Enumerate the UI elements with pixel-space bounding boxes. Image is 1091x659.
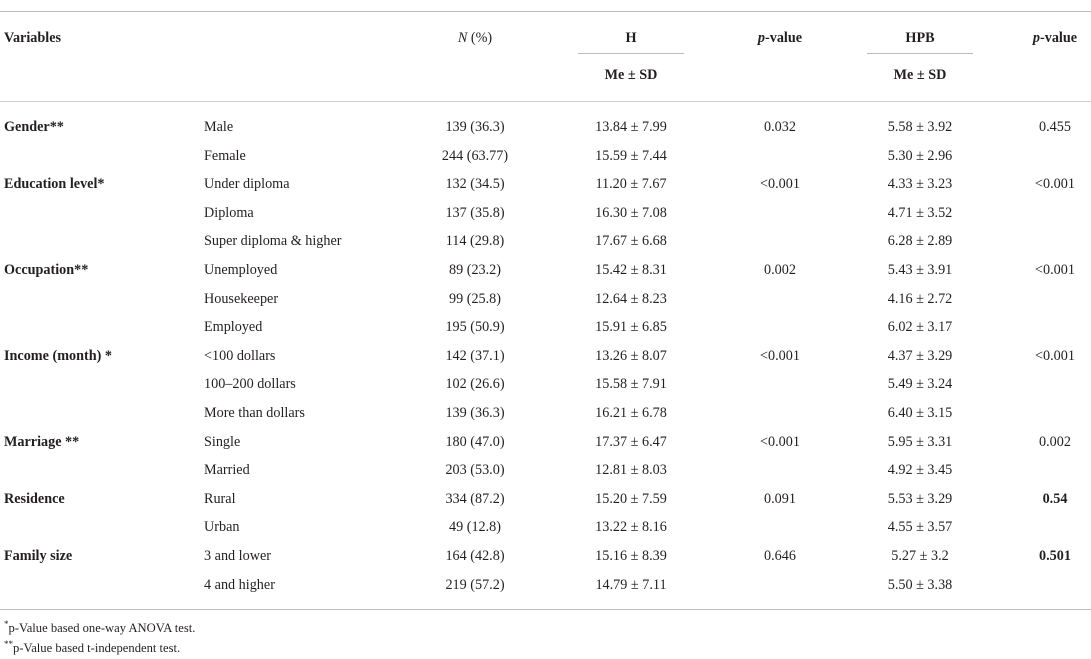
cell-n-percent: 203 (53.0)	[445, 462, 505, 478]
cell-variable: Residence	[4, 491, 65, 507]
cell-h: 13.22 ± 8.16	[595, 519, 667, 535]
cell-p-value-hpb: <0.001	[1035, 176, 1075, 192]
cell-p-value-hpb: 0.455	[1039, 119, 1071, 135]
cell-h: 15.16 ± 8.39	[595, 548, 667, 564]
cell-hpb: 5.49 ± 3.24	[887, 376, 953, 392]
cell-h: 17.37 ± 6.47	[595, 434, 667, 450]
cell-n-percent: 164 (42.8)	[445, 548, 505, 564]
cell-n-percent: 137 (35.8)	[445, 205, 505, 221]
footnote-mark: *	[4, 619, 9, 629]
footnote-text: p-Value based one-way ANOVA test.	[8, 621, 196, 635]
cell-variable: Gender**	[4, 119, 64, 135]
cell-n-percent: 142 (37.1)	[445, 348, 505, 364]
cell-category: <100 dollars	[204, 348, 276, 364]
cell-p-value-h: 0.646	[764, 548, 796, 564]
cell-n-percent: 244 (63.77)	[441, 148, 509, 164]
cell-p-value-hpb: <0.001	[1035, 262, 1075, 278]
table-top-rule	[0, 11, 1091, 12]
cell-n-percent: 114 (29.8)	[445, 233, 505, 249]
header-n-percent	[425, 30, 525, 46]
header-hpb: HPB	[905, 30, 935, 46]
cell-category: Diploma	[204, 205, 254, 221]
cell-category: More than dollars	[204, 405, 305, 421]
cell-n-percent: 195 (50.9)	[445, 319, 505, 335]
cell-n-percent: 180 (47.0)	[445, 434, 505, 450]
hpb-span-rule	[867, 53, 973, 54]
header-p-suffix-1: -value	[765, 30, 803, 46]
cell-hpb: 6.02 ± 3.17	[887, 319, 953, 335]
cell-category: 4 and higher	[204, 577, 275, 593]
cell-hpb: 4.33 ± 3.23	[887, 176, 953, 192]
cell-p-value-h: <0.001	[760, 434, 800, 450]
cell-category: Female	[204, 148, 246, 164]
cell-h: 15.58 ± 7.91	[595, 376, 667, 392]
cell-n-percent: 139 (36.3)	[445, 119, 505, 135]
footnote-anova	[4, 621, 195, 636]
header-p-value-2	[1010, 30, 1091, 46]
cell-h: 16.21 ± 6.78	[595, 405, 667, 421]
cell-n-percent: 139 (36.3)	[445, 405, 505, 421]
header-n-symbol: N	[457, 30, 468, 46]
cell-category: Unemployed	[204, 262, 278, 278]
cell-category: Single	[204, 434, 241, 450]
cell-hpb: 5.43 ± 3.91	[887, 262, 953, 278]
cell-h: 16.30 ± 7.08	[595, 205, 667, 221]
cell-category: Male	[204, 119, 234, 135]
header-p-symbol-1: p	[757, 30, 766, 46]
cell-variable: Education level*	[4, 176, 105, 192]
header-bottom-rule	[0, 101, 1091, 102]
cell-n-percent: 49 (12.8)	[448, 519, 501, 535]
header-h: H	[625, 30, 637, 46]
cell-category: 100–200 dollars	[204, 376, 296, 392]
cell-category: Rural	[204, 491, 236, 507]
footnote-text: p-Value based t-independent test.	[13, 641, 181, 655]
cell-hpb: 4.16 ± 2.72	[887, 291, 953, 307]
header-me-sd-hpb: Me ± SD	[893, 67, 947, 83]
cell-p-value-h: 0.091	[764, 491, 796, 507]
cell-variable: Income (month) *	[4, 348, 112, 364]
cell-h: 12.64 ± 8.23	[595, 291, 667, 307]
cell-hpb: 4.71 ± 3.52	[887, 205, 953, 221]
cell-hpb: 4.92 ± 3.45	[887, 462, 953, 478]
cell-h: 15.91 ± 6.85	[595, 319, 667, 335]
cell-p-value-hpb: 0.54	[1042, 491, 1068, 507]
header-me-sd-h: Me ± SD	[604, 67, 658, 83]
cell-hpb: 6.28 ± 2.89	[887, 233, 953, 249]
cell-hpb: 5.30 ± 2.96	[887, 148, 953, 164]
cell-n-percent: 334 (87.2)	[445, 491, 505, 507]
cell-n-percent: 99 (25.8)	[448, 291, 501, 307]
cell-h: 12.81 ± 8.03	[595, 462, 667, 478]
cell-hpb: 5.27 ± 3.2	[891, 548, 949, 564]
cell-p-value-hpb: 0.501	[1039, 548, 1071, 564]
header-p-suffix-2: -value	[1040, 30, 1078, 46]
cell-h: 15.59 ± 7.44	[595, 148, 667, 164]
cell-p-value-h: <0.001	[760, 176, 800, 192]
cell-h: 14.79 ± 7.11	[595, 577, 667, 593]
cell-p-value-h: 0.002	[764, 262, 796, 278]
cell-hpb: 4.55 ± 3.57	[887, 519, 953, 535]
cell-variable: Family size	[4, 548, 73, 564]
cell-n-percent: 219 (57.2)	[445, 577, 505, 593]
h-span-rule	[578, 53, 684, 54]
cell-hpb: 5.58 ± 3.92	[887, 119, 953, 135]
table-bottom-rule	[0, 609, 1091, 610]
cell-n-percent: 132 (34.5)	[445, 176, 505, 192]
cell-h: 17.67 ± 6.68	[595, 233, 667, 249]
cell-p-value-hpb: 0.002	[1039, 434, 1071, 450]
cell-category: Housekeeper	[204, 291, 279, 307]
cell-n-percent: 89 (23.2)	[448, 262, 501, 278]
cell-h: 13.26 ± 8.07	[595, 348, 667, 364]
cell-h: 15.42 ± 8.31	[595, 262, 667, 278]
cell-p-value-h: 0.032	[764, 119, 796, 135]
header-n-pct-suffix: (%)	[467, 30, 493, 46]
header-p-symbol-2: p	[1032, 30, 1041, 46]
cell-hpb: 5.53 ± 3.29	[887, 491, 953, 507]
cell-category: Super diploma & higher	[204, 233, 342, 249]
cell-category: 3 and lower	[204, 548, 271, 564]
footnote-mark: **	[4, 639, 13, 649]
cell-p-value-hpb: <0.001	[1035, 348, 1075, 364]
cell-variable: Marriage **	[4, 434, 80, 450]
cell-variable: Occupation**	[4, 262, 89, 278]
cell-p-value-h: <0.001	[760, 348, 800, 364]
cell-h: 11.20 ± 7.67	[595, 176, 667, 192]
cell-n-percent: 102 (26.6)	[445, 376, 505, 392]
cell-hpb: 5.95 ± 3.31	[887, 434, 953, 450]
cell-h: 15.20 ± 7.59	[595, 491, 667, 507]
footnote-t-test	[4, 641, 180, 656]
cell-category: Employed	[204, 319, 263, 335]
cell-hpb: 6.40 ± 3.15	[887, 405, 953, 421]
cell-hpb: 5.50 ± 3.38	[887, 577, 953, 593]
cell-h: 13.84 ± 7.99	[595, 119, 667, 135]
cell-category: Under diploma	[204, 176, 290, 192]
cell-category: Urban	[204, 519, 240, 535]
header-variables: Variables	[4, 30, 62, 46]
header-p-value-1	[730, 30, 830, 46]
cell-category: Married	[204, 462, 250, 478]
cell-hpb: 4.37 ± 3.29	[887, 348, 953, 364]
